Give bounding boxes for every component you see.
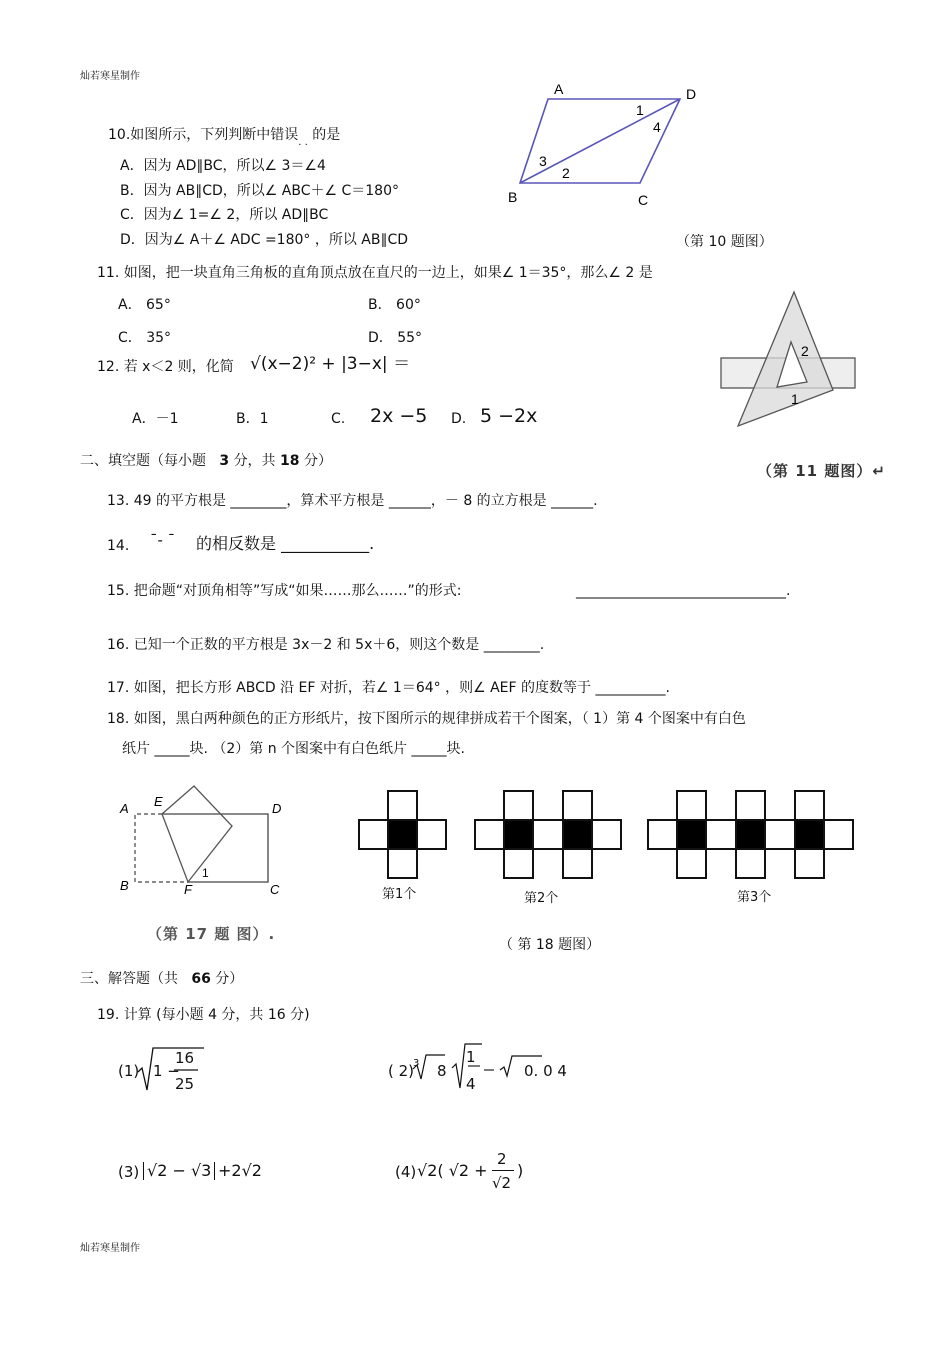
q18-label-2: 第2个 (524, 891, 559, 906)
q10-caption: （第 10 题图） (676, 234, 773, 250)
q17-figure (112, 780, 292, 900)
q17-angle-1: 1 (202, 866, 209, 880)
q17-label-f: F (184, 882, 192, 897)
header-maker: 灿若寒星制作 (80, 71, 140, 82)
q10-angle-1: 1 (636, 102, 644, 118)
q19-p3-tail: +2√2 (218, 1161, 262, 1180)
q18-figure (355, 788, 860, 883)
q19-p2-label: ( 2) (388, 1062, 415, 1080)
q19-p1-numerator: 16 (175, 1049, 195, 1067)
q10-option-b: B．因为 AB∥CD，所以∠ ABC＋∠ C＝180° (120, 183, 400, 199)
section3-title-b: 66 (191, 971, 211, 987)
q17: 17. 如图，把长方形 ABCD 沿 EF 对折，若∠ 1＝64° ，则∠ AEF 的度数等于 __________. (107, 680, 670, 696)
q10-option-d: D．因为∠ A＋∠ ADC =180° ，所以 AB∥CD (120, 232, 409, 248)
q14-expr: ¯- ¯ (150, 531, 176, 549)
q18-line2: 纸片 _____块. （2）第 n 个图案中有白色纸片 _____块. (122, 741, 465, 757)
q19-p4-expr: √2( √2 + (417, 1161, 488, 1180)
q12-stem: 12. 若 x＜2 则，化简 (97, 359, 234, 375)
q12-expression: √(x−2)² + |3−x| ＝ (250, 354, 411, 374)
section2-title-d: 18 (280, 453, 300, 469)
section2-title-b: 3 (219, 453, 230, 469)
q10-stem (108, 126, 340, 152)
q10-label-d: D (686, 86, 697, 102)
q10-figure (500, 78, 720, 213)
q10-angle-2: 2 (562, 165, 570, 181)
q10-option-a: A．因为 AD∥BC，所以∠ 3＝∠4 (120, 158, 326, 174)
q19-p1-label: (1) (118, 1062, 140, 1080)
q17-caption: （第 17 题 图）. (147, 925, 276, 943)
q14-number: 14. (107, 538, 130, 554)
q17-label-e: E (154, 794, 163, 809)
section3-title-a: 三、解答题（共 (80, 971, 178, 987)
q12-option-d-expr: 5 −2x (480, 405, 538, 427)
q15-text: 15. 把命题“对顶角相等”写成“如果……那么……”的形式: (107, 583, 462, 599)
q19-p4-fraction-bar (492, 1170, 514, 1171)
q11-option-c: C． 35° (118, 330, 172, 346)
q10-label-a: A (554, 81, 564, 97)
q15-blank: ______________________________. (576, 583, 791, 599)
q17-folded-part (162, 786, 232, 882)
q14-text: 的相反数是 ___________. (196, 534, 375, 553)
q19-p2-numerator: 1 (466, 1048, 476, 1066)
q19-p1-denominator: 25 (175, 1075, 195, 1093)
section3-title (80, 970, 243, 988)
q12-option-c-label: C. (331, 411, 346, 427)
q19-p1-prefix: 1 − (153, 1062, 180, 1080)
q18-pattern-1 (359, 791, 446, 878)
q10-label-c: C (638, 192, 649, 208)
q12-option-a: A．－1 (132, 411, 179, 427)
q16: 16. 已知一个正数的平方根是 3x－2 和 5x＋6，则这个数是 ________. (107, 637, 545, 653)
q10-option-c: C．因为∠ 1=∠ 2，所以 AD∥BC (120, 207, 329, 223)
section3-title-c: 分） (215, 971, 244, 987)
q11-stem: 11. 如图，把一块直角三角板的直角顶点放在直尺的一边上，如果∠ 1＝35°，那么∠ 2 是 (97, 265, 653, 281)
q18-pattern-3 (648, 791, 853, 878)
q17-folded-edge (135, 814, 188, 882)
q19-p4-numerator: 2 (497, 1150, 507, 1168)
q17-label-d: D (272, 801, 282, 816)
q18-caption: （ 第 18 题图） (499, 937, 601, 953)
section2-title-a: 二、填空题（每小题 (80, 453, 206, 469)
q13: 13. 49 的平方根是 ________，算术平方根是 ______，－ 8 的立方根是 ______. (107, 493, 598, 509)
q19-p2-denominator: 4 (466, 1075, 476, 1093)
q11-figure (715, 286, 865, 436)
footer-maker: 灿若寒星制作 (80, 1243, 140, 1254)
q11-option-a: A． 65° (118, 297, 171, 313)
q10-stem-a: 10.如图所示，下列判断中错误 (108, 127, 299, 143)
section2-title (80, 452, 332, 470)
q10-angle-3: 3 (539, 153, 547, 169)
q18-pattern-2 (475, 791, 621, 878)
q19-p3-expr: √2 − √3 (143, 1162, 215, 1180)
q10-stem-dots: . . (298, 137, 308, 148)
q19-p3-label: (3) (118, 1163, 140, 1181)
q17-label-c: C (270, 882, 280, 897)
section2-title-e: 分） (303, 453, 332, 469)
q19-p2-index: 3 (413, 1058, 420, 1069)
q19-p2-b: 0. 0 4 (524, 1062, 567, 1080)
q10-label-b: B (508, 189, 518, 205)
q12-option-d-label: D. (451, 411, 467, 427)
section2-title-c: 分，共 (233, 453, 276, 469)
q18-line1: 18. 如图，黑白两种颜色的正方形纸片，按下图所示的规律拼成若干个图案，（ 1）第 4 个图案中有白色 (107, 711, 746, 727)
q17-label-a: A (120, 801, 129, 816)
q11-angle-1: 1 (791, 391, 799, 407)
q19-p4-denominator: √2 (492, 1174, 512, 1192)
q19-stem: 19. 计算 (每小题 4 分，共 16 分) (97, 1007, 310, 1023)
q10-angle-4: 4 (653, 119, 661, 135)
q12-option-c-expr: 2x −5 (370, 405, 428, 427)
q19-p2-a: 8 (437, 1062, 447, 1080)
q18-label-1: 第1个 (382, 887, 417, 902)
q19-p4-label: (4) (395, 1163, 417, 1181)
q19-p4-close: ) (517, 1161, 524, 1180)
q11-angle-2: 2 (801, 343, 809, 359)
q18-label-3: 第3个 (737, 890, 772, 905)
q10-stem-b: 的是 (312, 127, 341, 143)
q11-option-b: B． 60° (368, 297, 421, 313)
q12-option-b: B．1 (236, 411, 269, 427)
q11-caption: （第 11 题图）↵ (757, 462, 886, 480)
q17-label-b: B (120, 878, 129, 893)
q11-option-d: D． 55° (368, 330, 423, 346)
